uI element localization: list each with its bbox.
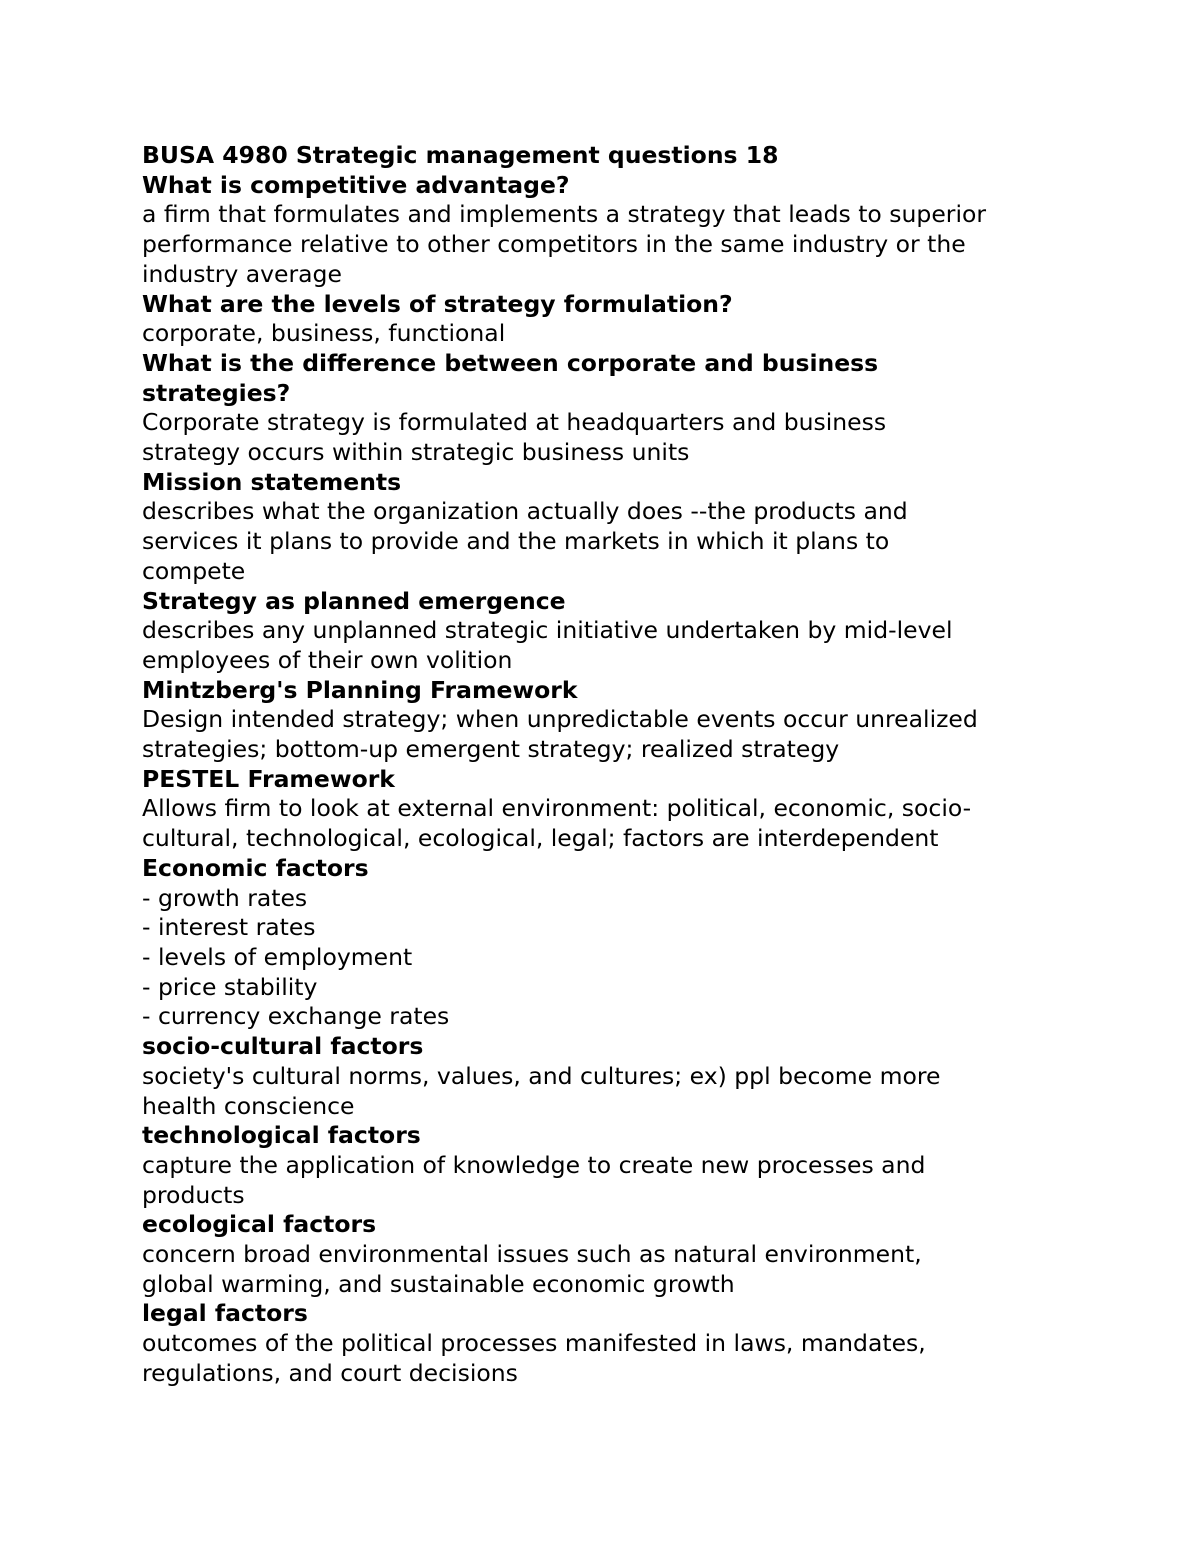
entry-definition: - currency exchange rates (142, 1002, 450, 1031)
entry-definition: cultural, technological, ecological, legal; factors are interdependent (142, 824, 939, 853)
qa-entry (142, 1121, 1072, 1210)
entry-definition: performance relative to other competitors in the same industry or the (142, 230, 966, 259)
entry-term: Economic factors (142, 853, 369, 882)
entry-term: technological factors (142, 1121, 421, 1150)
entry-definition: regulations, and court decisions (142, 1358, 518, 1387)
qa-entry (142, 290, 1072, 349)
entry-definition: - interest rates (142, 913, 316, 942)
entry-term: Mission statements (142, 467, 402, 496)
qa-entry (142, 468, 1072, 587)
entry-definition: services it plans to provide and the markets in which it plans to (142, 527, 890, 556)
entry-definition: concern broad environmental issues such as natural environment, (142, 1240, 922, 1269)
entry-definition: Design intended strategy; when unpredictable events occur unrealized (142, 705, 978, 734)
entry-term: What is the difference between corporate and business (142, 348, 879, 377)
entry-definition: Corporate strategy is formulated at headquarters and business (142, 408, 887, 437)
entry-term: What are the levels of strategy formulation? (142, 289, 733, 318)
entry-definition: society's cultural norms, values, and cultures; ex) ppl become more (142, 1061, 941, 1090)
entry-definition: strategy occurs within strategic business units (142, 438, 690, 467)
qa-entry (142, 1299, 1072, 1388)
entry-term: Mintzberg's Planning Framework (142, 675, 578, 704)
entry-term: Strategy as planned emergence (142, 586, 566, 615)
entry-definition: global warming, and sustainable economic growth (142, 1269, 735, 1298)
entry-definition: industry average (142, 259, 342, 288)
document-page (142, 141, 1072, 1389)
entry-term: What is competitive advantage? (142, 170, 570, 199)
entry-definition: corporate, business, functional (142, 319, 506, 348)
qa-entry (142, 1032, 1072, 1121)
qa-entry (142, 854, 1072, 1032)
entry-definition: employees of their own volition (142, 645, 513, 674)
entry-definition: a firm that formulates and implements a strategy that leads to superior (142, 200, 987, 229)
qa-entry (142, 1210, 1072, 1299)
entry-definition: products (142, 1180, 245, 1209)
entry-definition: describes any unplanned strategic initiative undertaken by mid-level (142, 616, 953, 645)
entry-term: ecological factors (142, 1210, 377, 1239)
qa-entry (142, 676, 1072, 765)
entry-definition: - growth rates (142, 883, 308, 912)
entry-definition: - price stability (142, 972, 318, 1001)
entry-list (142, 171, 1072, 1389)
entry-definition: health conscience (142, 1091, 355, 1120)
entry-definition: Allows firm to look at external environment: political, economic, socio- (142, 794, 972, 823)
entry-definition: compete (142, 556, 246, 585)
qa-entry (142, 171, 1072, 290)
qa-entry (142, 765, 1072, 854)
entry-term: socio-cultural factors (142, 1032, 424, 1061)
entry-term: strategies? (142, 378, 291, 407)
entry-term: legal factors (142, 1299, 308, 1328)
entry-definition: outcomes of the political processes manifested in laws, mandates, (142, 1329, 926, 1358)
qa-entry (142, 349, 1072, 468)
qa-entry (142, 587, 1072, 676)
entry-definition: capture the application of knowledge to create new processes and (142, 1150, 926, 1179)
entry-definition: strategies; bottom-up emergent strategy; realized strategy (142, 735, 840, 764)
entry-definition: - levels of employment (142, 942, 413, 971)
entry-term: PESTEL Framework (142, 764, 395, 793)
document-title: BUSA 4980 Strategic management questions 18 (142, 141, 779, 169)
entry-definition: describes what the organization actually does --the products and (142, 497, 908, 526)
